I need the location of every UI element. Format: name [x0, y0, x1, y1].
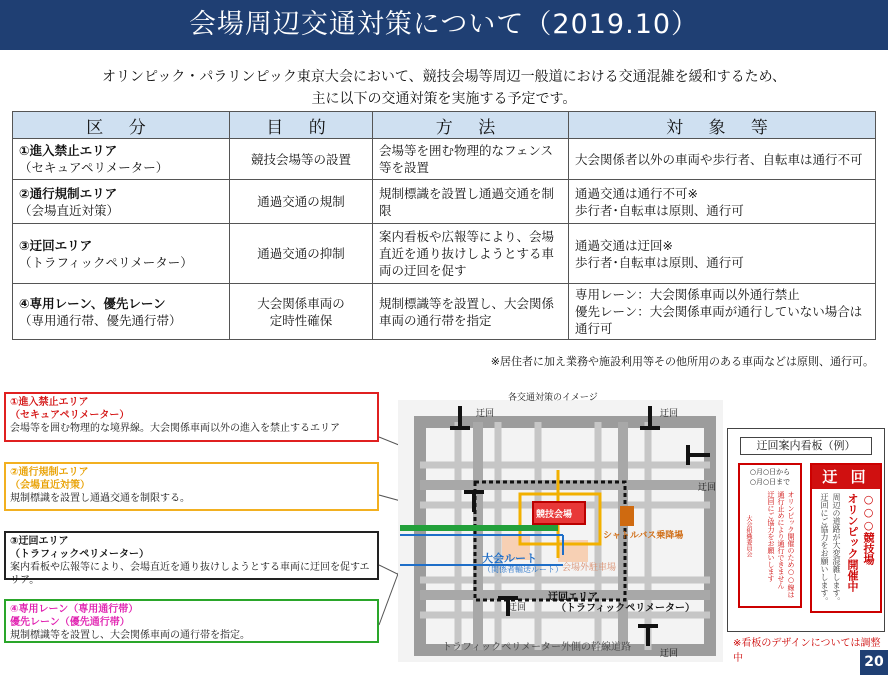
purpose-cell: 競技会場等の設置: [230, 139, 373, 180]
category-name: ②通行規制エリア: [19, 185, 118, 201]
legend-heading-sub: 優先レーン（優先通行帯）: [10, 617, 130, 628]
category-name: ④専用レーン、優先レーン: [19, 295, 166, 311]
target-line: 歩行者･自転車は原則、通行可: [575, 202, 744, 218]
legend-heading: ④専用レーン（専用通行帯）: [10, 604, 139, 615]
target-line: 通過交通は通行不可※: [575, 185, 698, 201]
detour-label: 迂回: [508, 603, 527, 613]
detour-sign-panel: [727, 428, 885, 632]
target-line: 専用レーン：大会関係車両以外通行禁止: [575, 287, 800, 302]
route-label: 大会ルート: [482, 552, 537, 565]
sign-left-foot: 大会組織委員会: [745, 515, 752, 557]
intro-line-1: オリンピック・パラリンピック東京大会において、競技会場等周辺一般道における交通混雑を緩和するため、: [101, 69, 787, 85]
sign-caption: 迂回案内看板（例）: [740, 437, 872, 455]
purpose-line: 大会関係車両の: [257, 295, 345, 311]
category-name: ①進入禁止エリア: [19, 143, 118, 158]
sign-venue: ○○○競技場: [862, 493, 875, 565]
sign-note: ※看板のデザインについては調整中: [733, 638, 881, 664]
outer-road-label: トラフィックペリメーター外側の幹線道路: [442, 642, 631, 653]
purpose-line: 定時性確保: [269, 312, 333, 328]
sign-event: オリンピック開催中: [846, 493, 859, 592]
category-sub: （会場直近対策）: [19, 202, 120, 218]
header-method: 方 法: [373, 112, 569, 139]
purpose-cell: 通過交通の規制: [230, 180, 373, 224]
sign-left: [738, 463, 802, 608]
sign-left-body3: 迂回にご協力をお願いします: [767, 491, 775, 582]
purpose-cell: 通過交通の抑制: [230, 224, 373, 284]
detour-label: 迂回: [476, 409, 495, 419]
map-caption: 各交通対策のイメージ: [508, 393, 598, 403]
sign-left-head: ○月○日から: [749, 468, 791, 476]
method-cell: 会場等を囲む物理的なフェンス等を設置: [373, 139, 569, 180]
page-title: 会場周辺交通対策について（2019.10）: [0, 0, 888, 50]
detour-area-label: 迂回エリア: [548, 592, 598, 603]
header-purpose: 目 的: [230, 112, 373, 139]
sign-left-body: オリンピック開催のため○○線は: [787, 491, 795, 598]
legend-heading-sub: （会場直近対策）: [10, 480, 90, 491]
legend-heading-sub: （セキュアペリメーター）: [10, 410, 130, 421]
target-cell: 大会関係者以外の車両や歩行者、自転車は通行不可: [569, 139, 876, 180]
detour-label: 迂回: [660, 409, 679, 419]
target-line: 優先レーン：大会関係車両が通行していない場合は通行可: [575, 304, 863, 336]
method-cell: 案内看板や広報等により、会場直近を通り抜けしようとする車両の迂回を促す: [373, 224, 569, 284]
legend-desc: 会場等を囲む物理的な境界線。大会関係車両以外の進入を禁止するエリア: [10, 423, 340, 434]
legend-heading: ③迂回エリア: [10, 536, 69, 547]
sign-right-top: 迂 回: [812, 465, 880, 489]
category-sub: （セキュアペリメーター）: [19, 160, 169, 175]
venue-label: 競技会場: [536, 510, 573, 520]
header-category: 区 分: [13, 112, 230, 139]
sign-left-body2: 通行止めにより通行できません: [777, 491, 785, 589]
category-sub: （トラフィックペリメーター）: [19, 254, 193, 270]
page-number: 20: [860, 650, 888, 675]
target-line: 歩行者･自転車は原則、通行可: [575, 254, 744, 270]
parking-label: 会場外駐車場: [562, 563, 617, 573]
legend-desc: 規制標識等を設置し、大会関係車両の通行帯を指定。: [10, 630, 250, 641]
traffic-map: [398, 393, 723, 662]
route-sub-label: （関係者輸送ルート）: [483, 565, 563, 574]
legend-desc: 規制標識を設置し通過交通を制限する。: [10, 493, 190, 504]
category-name: ③迂回エリア: [19, 237, 93, 253]
sign-body1: 周辺の道路が大変混雑します。: [832, 493, 841, 605]
target-line: 通過交通は迂回※: [575, 237, 673, 253]
intro-line-2: 主に以下の交通対策を実施する予定です。: [311, 91, 577, 107]
legend-heading: ①進入禁止エリア: [10, 397, 89, 408]
legend-desc: 案内看板や広報等により、会場直近を通り抜けしようとする車両に迂回を促すエリア。: [10, 562, 370, 586]
shuttle-block: [620, 506, 634, 526]
detour-label: 迂回: [660, 649, 679, 659]
detour-label: 迂回: [698, 483, 717, 493]
legend-heading: ②通行規制エリア: [10, 467, 89, 478]
header-target: 対 象 等: [569, 112, 876, 139]
legend-heading-sub: （トラフィックペリメーター）: [10, 549, 149, 560]
sign-right: [810, 463, 882, 613]
shuttle-label: シャトルバス乗降場: [603, 531, 684, 541]
method-cell: 規制標識を設置し通過交通を制限: [373, 180, 569, 224]
method-cell: 規制標識等を設置し、大会関係車両の通行帯を指定: [373, 284, 569, 340]
footnote: ※居住者に加え業務や施設利用等その他所用のある車両などは原則、通行可。: [490, 355, 874, 368]
sign-left-head2: ○月○日まで: [749, 478, 791, 486]
detour-area-sub-label: （トラフィックペリメーター）: [556, 603, 695, 614]
sign-body2: 迂回にご協力をお願いします。: [820, 493, 829, 605]
category-sub: （専用通行帯、優先通行帯）: [19, 312, 182, 328]
